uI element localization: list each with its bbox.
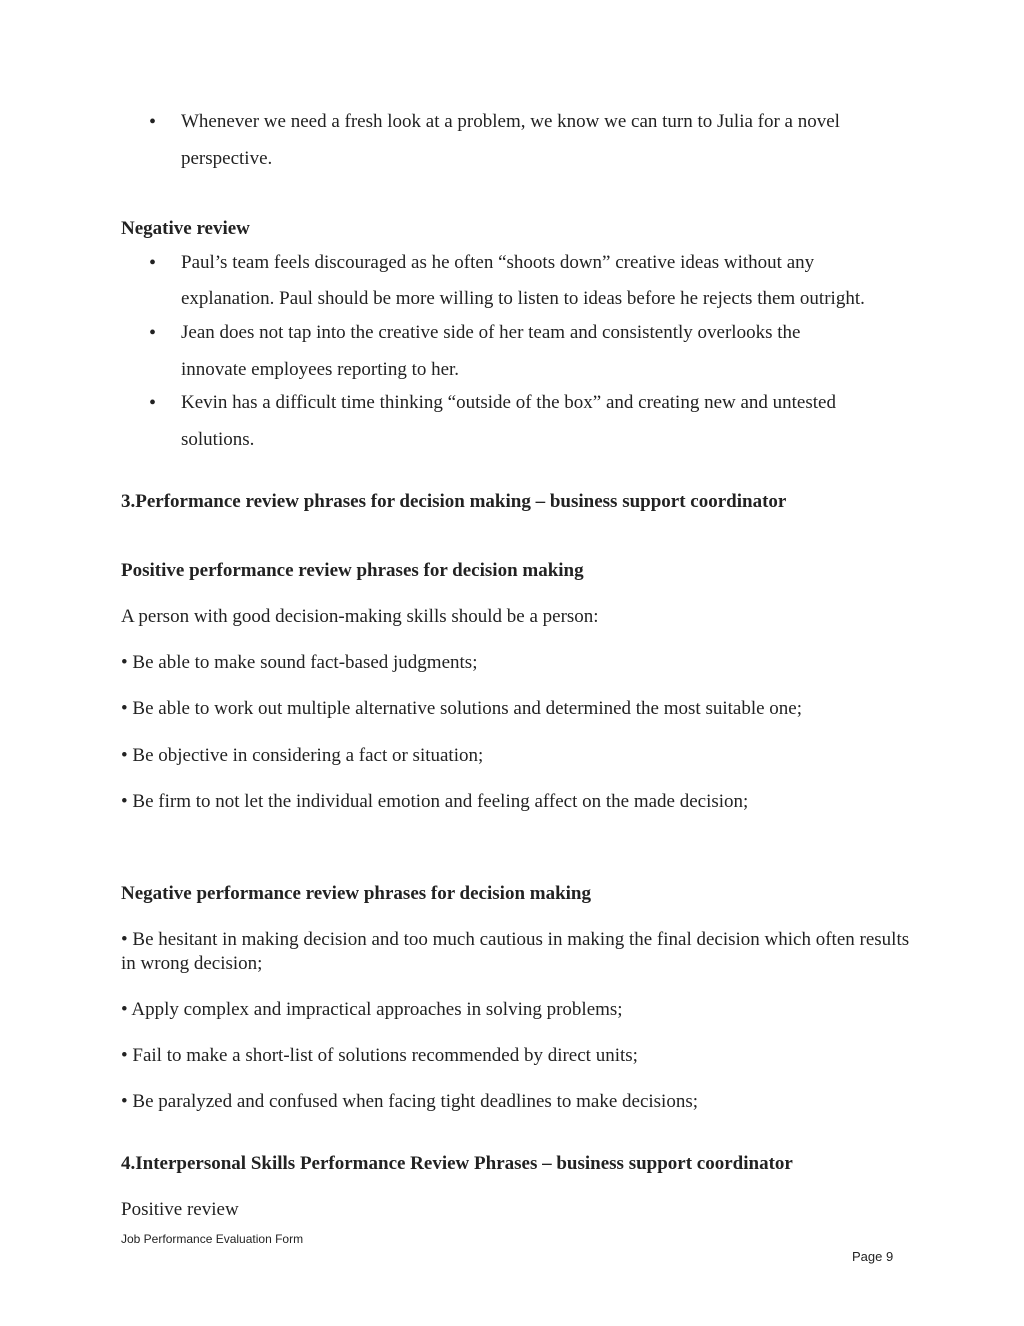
- list-item-text-continued: perspective.: [181, 148, 273, 169]
- list-item: • Be able to make sound fact-based judgments;: [121, 652, 478, 673]
- bullet-glyph: •: [149, 322, 157, 344]
- list-item-text: Jean does not tap into the creative side of her team and consistently overlooks the: [181, 322, 801, 343]
- bullet-glyph: •: [149, 252, 157, 274]
- list-item: • Be objective in considering a fact or situation;: [121, 745, 484, 766]
- list-item-text: Paul’s team feels discouraged as he often “shoots down” creative ideas without any: [181, 252, 815, 273]
- list-item: • Apply complex and impractical approaches in solving problems;: [121, 999, 623, 1020]
- footer-document-title: Job Performance Evaluation Form: [121, 1232, 304, 1246]
- negative-review-heading: Negative review: [121, 218, 250, 239]
- positive-decision-heading: Positive performance review phrases for decision making: [121, 560, 584, 581]
- section-4-heading: 4.Interpersonal Skills Performance Review Phrases – business support coordinator: [121, 1153, 793, 1174]
- list-item-text-continued: innovate employees reporting to her.: [181, 359, 460, 380]
- list-item-text: Whenever we need a fresh look at a problem, we know we can turn to Julia for a novel: [181, 111, 840, 132]
- list-item: • Fail to make a short-list of solutions recommended by direct units;: [121, 1045, 638, 1066]
- bullet-glyph: •: [149, 392, 157, 414]
- list-item: • Be paralyzed and confused when facing tight deadlines to make decisions;: [121, 1091, 698, 1112]
- section-3-heading: 3.Performance review phrases for decision making – business support coordinator: [121, 491, 787, 512]
- negative-decision-heading: Negative performance review phrases for decision making: [121, 883, 591, 904]
- positive-decision-intro: A person with good decision-making skills should be a person:: [121, 606, 599, 627]
- positive-review-subheading: Positive review: [121, 1199, 239, 1220]
- list-item-text-continued: solutions.: [181, 429, 255, 450]
- list-item: • Be firm to not let the individual emotion and feeling affect on the made decision;: [121, 791, 749, 812]
- page-number: [852, 1249, 893, 1265]
- list-item: • Be hesitant in making decision and too much cautious in making the final decision which often results in wrong decision;: [121, 929, 910, 974]
- page-number-value: 9: [886, 1249, 894, 1264]
- page-label: Page: [852, 1249, 883, 1264]
- bullet-glyph: •: [149, 111, 157, 133]
- list-item-text-continued: explanation. Paul should be more willing to listen to ideas before he rejects them outright.: [181, 288, 865, 309]
- list-item-text: Kevin has a difficult time thinking “outside of the box” and creating new and untested: [181, 392, 836, 413]
- list-item: • Be able to work out multiple alternative solutions and determined the most suitable one;: [121, 698, 803, 719]
